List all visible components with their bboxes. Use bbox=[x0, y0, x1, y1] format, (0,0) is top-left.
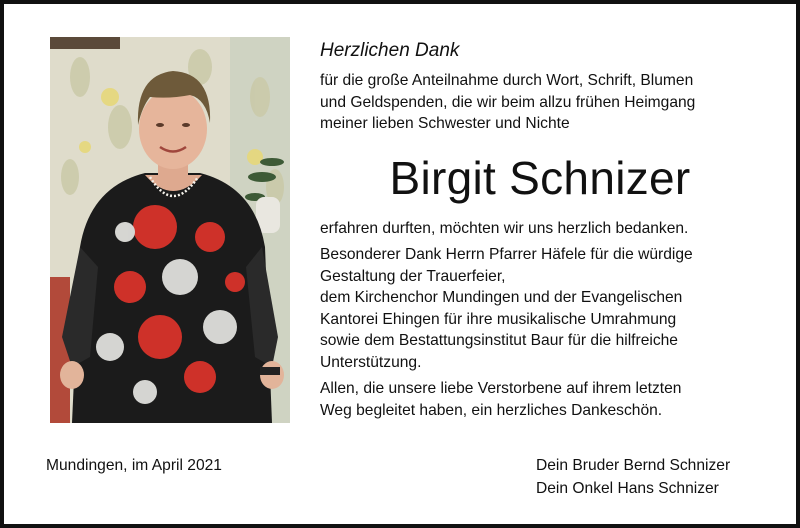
intro-line: und Geldspenden, die wir beim allzu frühen Heimgang bbox=[320, 93, 696, 111]
deceased-name: Birgit Schnizer bbox=[389, 152, 691, 204]
thanks-line: erfahren durften, möchten wir uns herzlich bedanken. bbox=[320, 220, 689, 237]
special-thanks-line: Kantorei Ehingen für ihre musikalische Umrahmung bbox=[320, 310, 677, 328]
heading-thanks: Herzlichen Dank bbox=[320, 40, 460, 61]
thanks-paragraph bbox=[320, 218, 688, 240]
special-thanks-line: Unterstützung. bbox=[320, 353, 422, 371]
special-thanks-line: dem Kirchenchor Mundingen und der Evangelischen bbox=[320, 289, 683, 306]
closing-paragraph bbox=[320, 378, 681, 421]
place-date bbox=[46, 454, 222, 477]
place-date-text: Mundingen, im April 2021 bbox=[46, 457, 222, 474]
special-thanks-paragraph bbox=[320, 244, 693, 373]
special-thanks-line: Gestaltung der Trauerfeier, bbox=[320, 267, 506, 285]
closing-line: Weg begleitet haben, ein herzliches Dankeschön. bbox=[320, 401, 663, 419]
portrait-photo bbox=[50, 37, 290, 423]
intro-paragraph bbox=[320, 70, 695, 135]
closing-line: Allen, die unsere liebe Verstorbene auf ihrem letzten bbox=[320, 380, 682, 397]
intro-line: meiner lieben Schwester und Nichte bbox=[320, 115, 570, 132]
signature-line: Dein Onkel Hans Schnizer bbox=[536, 480, 719, 497]
signature-line: Dein Bruder Bernd Schnizer bbox=[536, 457, 731, 474]
intro-line: für die große Anteilnahme durch Wort, Schrift, Blumen bbox=[320, 72, 694, 89]
special-thanks-line: Besonderer Dank Herrn Pfarrer Häfele für die würdige bbox=[320, 246, 693, 263]
special-thanks-line: sowie dem Bestattungsinstitut Baur für die hilfreiche bbox=[320, 332, 678, 349]
signatures bbox=[536, 454, 730, 500]
